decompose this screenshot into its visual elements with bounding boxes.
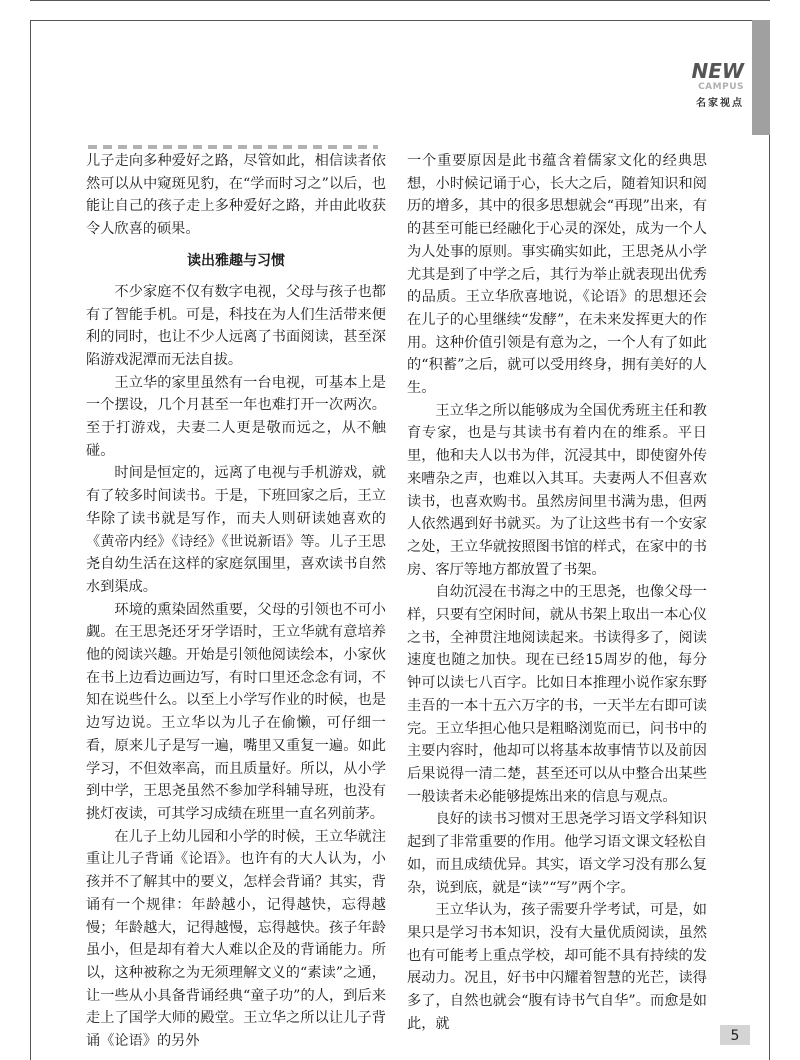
paragraph: 王立华的家里虽然有一台电视，可基本上是一个摆设，几个月甚至一年也难打开一次两次。至于打游戏，夫妻二人更是敬而远之，从不触碰。	[86, 374, 386, 459]
page-number: 5	[720, 1025, 750, 1045]
paragraph: 自幼沉浸在书海之中的王思尧，也像父母一样，只要有空闲时间，就从书架上取出一本心仪之书，全神贯注地阅读起来。书读得多了，阅读速度也随之加快。现在已经15周岁的他，每分钟可以读七八百字。比如日本推理小说作家东野圭吾的一本十五六万字的书，一天半左右即可读完。王立华担心他只是粗略浏览而已，问书中的主要内容时，他却可以将基本故事情节以及前因后果说得一清二楚，甚至还可以从中整合出某些一般读者未必能够提炼出来的信息与观点。	[407, 584, 707, 805]
right-column	[407, 150, 707, 1035]
brand-new-label: NEW	[691, 59, 744, 83]
top-rule	[30, 0, 770, 1]
paragraph: 王立华之所以能够成为全国优秀班主任和教育专家，也是与其读书有着内在的维系。平日里，他和夫人以书为伴，沉浸其中，即使窗外传来嘈杂之声，也难以入其耳。夫妻两人不但喜欢读书，也喜欢购书。虽然房间里书满为患，但两人依然遇到好书就买。为了让这些书有一个安家之处，王立华就按照图书馆的样式，在家中的书房、客厅等地方都放置了书架。	[407, 402, 707, 578]
paragraph: 儿子走向多种爱好之路，尽管如此，相信读者依然可以从中窥斑见豹，在“学而时习之”以后，也能让自己的孩子走上多种爱好之路，并由此收获令人欣喜的硕果。	[86, 153, 386, 238]
paragraph: 在儿子上幼儿园和小学的时候，王立华就注重让儿子背诵《论语》。也许有的大人认为，小孩并不了解其中的要义，怎样会背诵？其实，背诵有一个规律：年龄越小，记得越快，忘得越慢；年龄越大，记得越慢，忘得越快。孩子年龄虽小，但是却有着大人难以企及的背诵能力。所以，这种被称之为无须理解文义的“素读”之通，让一些从小具备背诵经典“童子功”的人，到后来走上了国学大师的殿堂。王立华之所以让儿子背诵《论语》的另外	[86, 828, 386, 1050]
brand-campus-label: CAMPUS	[698, 82, 744, 92]
side-tab	[752, 20, 770, 135]
paragraph: 良好的读书习惯对王思尧学习语文学科知识起到了非常重要的作用。他学习语文课文轻松自如，而且成绩优异。其实，语文学习没有那么复杂，说到底，就是“读”“写”两个字。	[407, 811, 707, 896]
section-heading: 读出雅趣与习惯	[187, 252, 285, 269]
paragraph: 时间是恒定的，远离了电视与手机游戏，就有了较多时间读书。于是，下班回家之后，王立华除了读书就是写作，而夫人则研读她喜欢的《黄帝内经》《诗经》《世说新语》等。儿子王思尧自幼生活在这样的家庭氛围里，喜欢读书自然水到渠成。	[86, 465, 386, 595]
paragraph: 不少家庭不仅有数字电视，父母与孩子也都有了智能手机。可是，科技在为人们生活带来便利的同时，也让不少人远离了书面阅读，甚至深陷游戏泥潭而无法自拔。	[86, 283, 386, 368]
section-brand	[692, 60, 744, 111]
paragraph: 一个重要原因是此书蕴含着儒家文化的经典思想，小时候记诵于心，长大之后，随着知识和阅历的增多，其中的很多思想就会“再现”出来，有的甚至可能已经融化于心灵的深处，成为一个人为人处事的原则。事实确实如此，王思尧从小学尤其是到了中学之后，其行为举止就表现出优秀的品质。王立华欣喜地说，《论语》的思想还会在儿子的心里继续“发酵”，在未来发挥更大的作用。这种价值引领是有意为之，一个人有了如此的“积蓄”之后，就可以受用终身，拥有美好的人生。	[407, 153, 707, 397]
paragraph: 王立华认为，孩子需要升学考试，可是，如果只是学习书本知识，没有大量优质阅读，虽然也有可能考上重点学校，却可能不具有持续的发展动力。况且，好书中闪耀着智慧的光芒，读得多了，自然也就会“腹有诗书气自华”。而愈是如此，就	[407, 902, 707, 1032]
cropped-text-line	[88, 145, 378, 149]
column-title: 名家视点	[696, 98, 744, 109]
left-column	[86, 150, 386, 1053]
paragraph: 环境的熏染固然重要，父母的引领也不可小觑。在王思尧还牙牙学语时，王立华就有意培养他的阅读兴趣。开始是引领他阅读绘本，小家伙在书上边看边画边写，有时口里还念念有词，不知在说些什么。以至上小学写作业的时候，也是边写边说。王立华以为儿子在偷懒，可仔细一看，原来儿子是写一遍，嘴里又重复一遍。如此学习，不但效率高，而且质量好。所以，从小学到中学，王思尧虽然不参加学科辅导班，也没有挑灯夜读，可其学习成绩在班里一直名列前茅。	[86, 601, 386, 822]
